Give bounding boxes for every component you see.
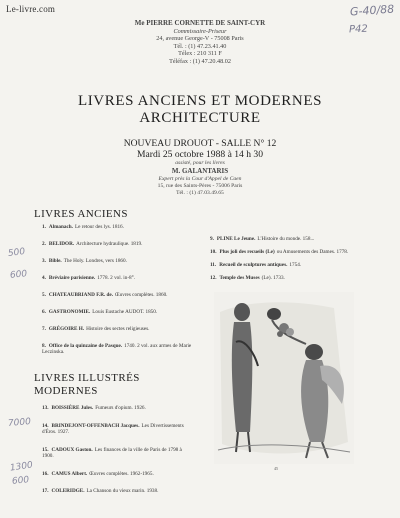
expert-intro: assisté, pour les livres xyxy=(175,160,225,166)
list-item: 4. Bréviaire parisienne. 1778. 2 vol. in-8°. xyxy=(42,275,136,281)
illustration-caption: 45 xyxy=(274,466,278,471)
expert-name: M. GALANTARIS xyxy=(171,167,229,175)
margin-note-1: 500 xyxy=(7,246,26,260)
chagall-couple-illustration xyxy=(214,292,354,464)
section-title-illustres xyxy=(34,372,140,398)
list-item: 8. Office de la quinzaine de Pasque. 1740. 2 vol. aux armes de Marie Leczinska. xyxy=(42,343,192,356)
expert-block xyxy=(0,160,400,197)
title-line-2: ARCHITECTURE xyxy=(139,110,261,126)
site-watermark: Le-livre.com xyxy=(6,4,56,14)
list-item: 1. Almanach. Le retour des lys. 1816. xyxy=(42,224,124,230)
list-item: 15. CADOUX Gaston. Les finances de la ville de Paris de 1798 à 1900. xyxy=(42,446,182,459)
handwritten-reference: G-40/88 xyxy=(349,2,395,19)
list-item: 16. CAMUS Albert. Œuvres complètes. 1962-1965. xyxy=(42,470,154,477)
section-title-line-1: LIVRES ILLUSTRÉS xyxy=(34,372,140,384)
auctioneer-address: 24, avenue George-V - 75008 Paris xyxy=(156,35,244,43)
section-title-line-2: MODERNES xyxy=(34,385,98,397)
list-item: 7. GRÉGOIRE H. Histoire des sectes religieuses. xyxy=(42,326,150,332)
margin-note-3: 7000 xyxy=(7,417,32,429)
section-title-anciens: LIVRES ANCIENS xyxy=(34,208,128,220)
list-item: 10. Plus joli des recueils (Le) ou Amusements des Dames. 1778. xyxy=(210,249,349,255)
list-item: 13. BOISSIÈRE Jules. Fumeurs d'opium. 1926. xyxy=(42,405,146,411)
list-item: 17. COLERIDGE. La Chanson du vieux marin. 1938. xyxy=(42,488,159,495)
auctioneer-name: Me PIERRE CORNETTE DE SAINT-CYR xyxy=(134,19,266,27)
handwritten-code: P42 xyxy=(349,23,369,36)
expert-address: 15, rue des Saints-Pères - 75006 Paris xyxy=(157,183,243,189)
list-item: 6. GASTRONOMIE. Louis Eustache AUDOT. 1850. xyxy=(42,309,158,315)
lot-list-anciens xyxy=(42,224,200,366)
auctioneer-tel: Tél. : (1) 47.23.41.40 xyxy=(173,42,227,50)
title-line-1: LIVRES ANCIENS ET MODERNES xyxy=(77,93,323,109)
list-item: 11. Recueil de sculptures antiques. 1754. xyxy=(210,262,302,268)
margin-note-2: 600 xyxy=(9,269,28,281)
list-item: 3. Bible. The Holy. Londres, vers 1860. xyxy=(42,258,127,264)
list-item: 12. Temple des Muses (Le). 1733. xyxy=(210,275,285,281)
auctioneer-telex: Télex : 210 311 F xyxy=(178,50,222,58)
lot-list-illustres xyxy=(42,405,200,506)
list-item: 14. BRINDEJONT-OFFENBACH Jacques. Les Divertissements d'Éros. 1927. xyxy=(42,422,184,435)
list-item: 5. CHATEAUBRIAND F.R. de. Œuvres complètes. 1860. xyxy=(42,292,168,298)
expert-tel: Tél. : (1) 47.03.49.65 xyxy=(176,190,224,196)
list-item: 9. PLINE Le Jeune. L'Histoire du monde. 158... xyxy=(210,236,315,242)
sale-venue: NOUVEAU DROUOT - SALLE N° 12 xyxy=(123,138,277,149)
catalogue-title xyxy=(0,93,400,127)
expert-role: Expert près la Cour d'Appel de Caen xyxy=(158,176,242,182)
margin-note-5: 600 xyxy=(11,475,30,487)
sale-date: Mardi 25 octobre 1988 à 14 h 30 xyxy=(136,149,264,160)
auctioneer-role: Commissaire-Priseur xyxy=(173,27,227,35)
sale-info xyxy=(0,138,400,160)
auction-house-block xyxy=(0,20,400,66)
auctioneer-fax: Téléfax : (1) 47.20.48.02 xyxy=(169,57,231,65)
margin-note-4: 1300 xyxy=(9,460,34,474)
list-item: 2. BELIDOR. Architecture hydraulique. 1819. xyxy=(42,241,143,247)
lot-list-right xyxy=(210,236,370,288)
